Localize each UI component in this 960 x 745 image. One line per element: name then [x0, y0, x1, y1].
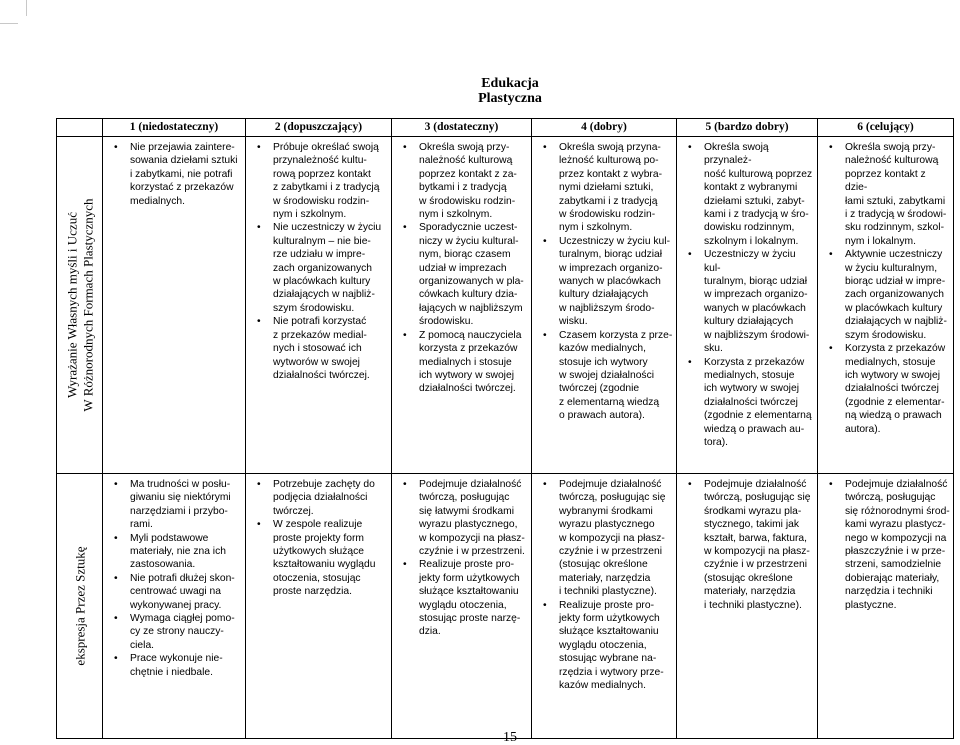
criteria-cell: [677, 474, 818, 739]
grading-criteria-table: [56, 118, 954, 739]
criteria-list: [392, 137, 531, 400]
criteria-row-1: [57, 137, 954, 474]
criteria-item: • Podejmuje działalność twórczą, posługując się różnorodnymi środ- kami wyrazu plastycz- nego w kompozycji na płaszczyźnie i w prze- strzeni, samodzielnie dobierając materiały, narzędzia i techniki plastyczne.: [845, 478, 950, 612]
criteria-item: • Czasem korzysta z prze- kazów medialnych, stosuje ich wytwory w swojej działalności twórczej (zgodnie z elementarną wiedzą o prawach autora).: [559, 329, 673, 423]
criteria-item: • Myli podstawowe materiały, nie zna ich zastosowania.: [130, 532, 242, 572]
criteria-list: [677, 474, 817, 616]
criteria-item: • Określa swoją przy- należność kulturową poprzez kontakt z za- bytkami i z tradycją w środowisku rodzin- nym i szkolnym.: [419, 141, 528, 221]
row-2-label: [71, 546, 88, 665]
page-corner-mark: [0, 0, 28, 24]
criteria-cell: [677, 137, 818, 474]
criteria-list: [392, 474, 531, 643]
criteria-cell: [818, 474, 954, 739]
row-2-label-cell: [57, 474, 103, 739]
criteria-item: • Podejmuje działalność twórczą, posługując się środkami wyrazu pla- stycznego, takimi jak kształt, barwa, faktura, w kompozycji na płasz- czyźnie i w przestrzeni (stosując określone materiały, narzędzia i techniki plastyczne).: [704, 478, 814, 612]
criteria-list: [103, 137, 245, 212]
grade-header-5: 5 (bardzo dobry): [677, 119, 818, 137]
criteria-item: • Nie przejawia zaintere- sowania dziełami sztuki i zabytkami, nie potrafi korzystać z przekazów medialnych.: [130, 141, 242, 208]
page-number: 15: [503, 730, 517, 745]
row-1-label-cell: [57, 137, 103, 474]
grades-header-row: [57, 119, 954, 137]
grade-header-1: 1 (niedostateczny): [103, 119, 246, 137]
criteria-item: • Ma trudności w posłu- giwaniu się niektórymi narzędziami i przybo- rami.: [130, 478, 242, 532]
criteria-cell: [532, 137, 677, 474]
criteria-list: [818, 137, 953, 440]
criteria-list: [246, 474, 391, 603]
title-line-2: Plastyczna: [478, 91, 542, 106]
criteria-item: • Nie uczestniczy w życiu kulturalnym – nie bie- rze udziału w impre- zach organizowanych w placówkach kultury działających w najbliż- szym środowisku.: [273, 221, 388, 315]
criteria-item: • Próbuje określać swoją przynależność kultu- rową poprzez kontakt z zabytkami i z tradycją w środowisku rodzin- nym i szkolnym.: [273, 141, 388, 221]
criteria-cell: [103, 474, 246, 739]
criteria-cell: [392, 474, 532, 739]
criteria-item: • Aktywnie uczestniczy w życiu kulturalnym, biorąc udział w impre- zach organizowanych w placówkach kultury działających w najbliż- szym środowisku.: [845, 248, 950, 342]
row-1-label-line-2: W Różnorodnych Formach Plastycznych: [80, 198, 95, 412]
header-corner-cell: [57, 119, 103, 137]
criteria-item: • Określa swoją przy- należność kulturową poprzez kontakt z dzie- łami sztuki, zabytkami i z tradycją w środowi- sku rodzinnym, szkol- nym i lokalnym.: [845, 141, 950, 248]
criteria-item: • Nie potrafi dłużej skon- centrować uwagi na wykonywanej pracy.: [130, 572, 242, 612]
criteria-cell: [246, 474, 392, 739]
criteria-item: • Uczestniczy w życiu kul- turalnym, biorąc udział w imprezach organizo- wanych w placówkach kultury działających w najbliższym środo- wisku.: [559, 235, 673, 329]
criteria-item: • Uczestniczy w życiu kul- turalnym, biorąc udział w imprezach organizo- wanych w placówkach kultury działających w najbliższym środowi- sku.: [704, 248, 814, 355]
grade-header-6: 6 (celujący): [818, 119, 954, 137]
grade-header-3: 3 (dostateczny): [392, 119, 532, 137]
criteria-list: [818, 474, 953, 616]
criteria-item: • Potrzebuje zachęty do podjęcia działalności twórczej.: [273, 478, 388, 518]
criteria-item: • Korzysta z przekazów medialnych, stosuje ich wytwory w swojej działalności twórczej (zgodnie z elementar- ną wiedzą o prawach autora).: [845, 342, 950, 436]
document-title: [440, 76, 580, 106]
criteria-item: • Podejmuje działalność twórczą, posługując się wybranymi środkami wyrazu plastycznego w kompozycji na płasz- czyźnie i w przestrzeni (stosując określone materiały, narzędzia i techniki plastyczne).: [559, 478, 673, 599]
criteria-item: • Określa swoją przynależ- ność kulturową poprzez kontakt z wybranymi dziełami sztuki, zabyt- kami i z tradycją w śro- dowisku rodzinnym, szkolnym i lokalnym.: [704, 141, 814, 248]
criteria-item: • Z pomocą nauczyciela korzysta z przekazów medialnych i stosuje ich wytwory w swojej działalności twórczej.: [419, 329, 528, 396]
criteria-row-2: [57, 474, 954, 739]
criteria-item: • Prace wykonuje nie- chętnie i niedbale.: [130, 652, 242, 679]
criteria-item: • Korzysta z przekazów medialnych, stosuje ich wytwory w swojej działalności twórczej (zgodnie z elementarną wiedzą o prawach au- tora).: [704, 356, 814, 450]
criteria-item: • W zespole realizuje proste projekty form użytkowych służące kształtowaniu wyglądu otoczenia, stosując proste narzędzia.: [273, 518, 388, 598]
criteria-cell: [818, 137, 954, 474]
criteria-item: • Określa swoją przyna- leżność kulturową po- przez kontakt z wybra- nymi dziełami sztuki, zabytkami i z tradycją w środowisku rodzin- nym i szkolnym.: [559, 141, 673, 235]
criteria-item: • Nie potrafi korzystać z przekazów medial- nych i stosować ich wytworów w swojej działalności twórczej.: [273, 315, 388, 382]
criteria-item: • Wymaga ciągłej pomo- cy ze strony nauczy- ciela.: [130, 612, 242, 652]
criteria-item: • Realizuje proste pro- jekty form użytkowych służące kształtowaniu wyglądu otoczenia, stosując wybrane na- rzędzia i wytwory prze- kazów medialnych.: [559, 599, 673, 693]
grade-header-4: 4 (dobry): [532, 119, 677, 137]
row-1-label: [63, 198, 96, 411]
criteria-list: [103, 474, 245, 683]
criteria-cell: [246, 137, 392, 474]
criteria-cell: [392, 137, 532, 474]
title-line-1: Edukacja: [481, 76, 539, 91]
row-2-label-line-1: ekspresja Przez Sztukę: [72, 546, 87, 666]
criteria-item: • Sporadycznie uczest- niczy w życiu kultural- nym, biorąc czasem udział w imprezach organizowanych w pla- cówkach kultury dzia- łających w najbliższym środowisku.: [419, 221, 528, 328]
row-1-label-line-1: Wyrażanie Własnych myśli i Uczuć: [64, 212, 79, 398]
criteria-item: • Podejmuje działalność twórczą, posługując się łatwymi środkami wyrazu plastycznego, w kompozycji na płasz- czyźnie i w przestrzeni.: [419, 478, 528, 558]
criteria-cell: [532, 474, 677, 739]
grade-header-2: 2 (dopuszczający): [246, 119, 392, 137]
criteria-cell: [103, 137, 246, 474]
criteria-list: [677, 137, 817, 453]
criteria-list: [246, 137, 391, 386]
criteria-list: [532, 137, 676, 427]
criteria-item: • Realizuje proste pro- jekty form użytkowych służące kształtowaniu wyglądu otoczenia, stosując proste narzę- dzia.: [419, 558, 528, 638]
criteria-list: [532, 474, 676, 697]
